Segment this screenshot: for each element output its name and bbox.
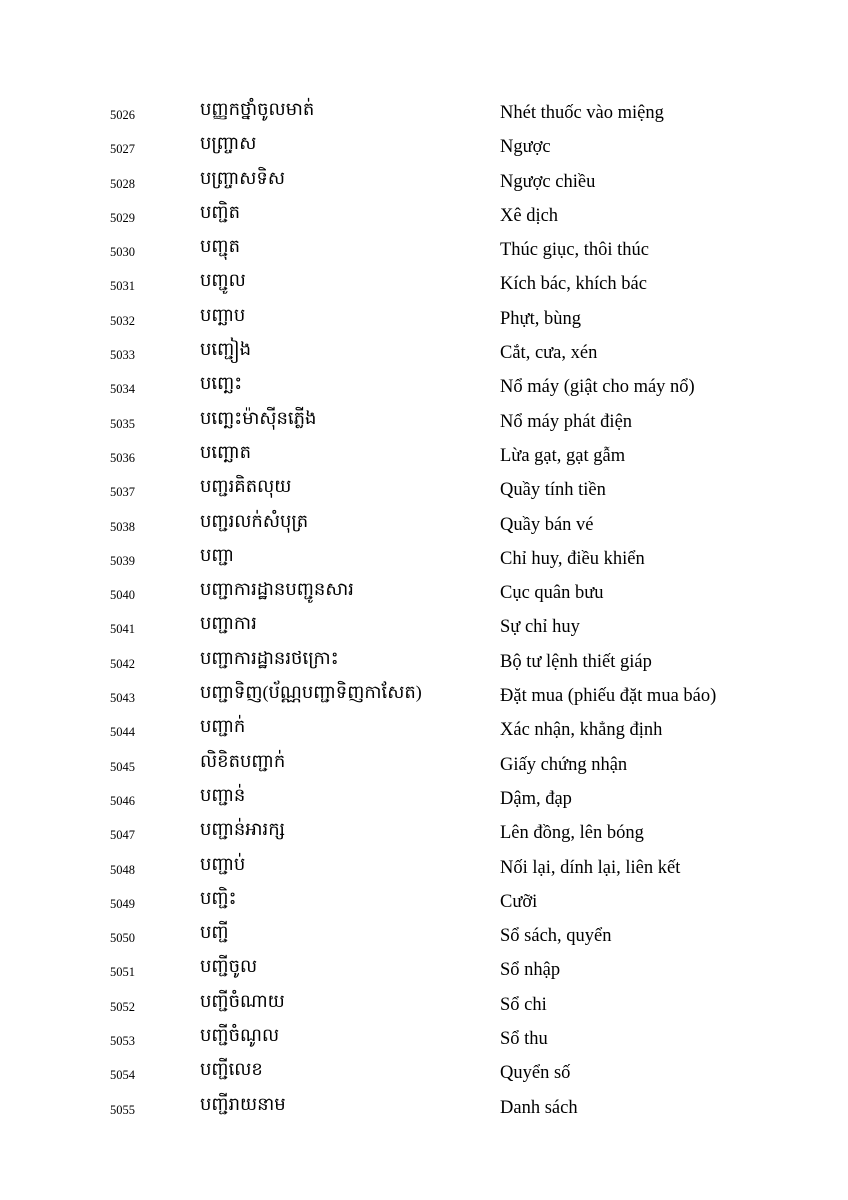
entry-row	[0, 234, 848, 268]
entry-row	[0, 852, 848, 886]
vietnamese-translation: Đặt mua (phiếu đặt mua báo)	[500, 686, 717, 707]
entry-row	[0, 268, 848, 302]
khmer-term: បញ្ជៀង	[200, 339, 252, 360]
khmer-term: បញ្ច្រាសទិស	[200, 167, 285, 188]
entry-row	[0, 783, 848, 817]
vietnamese-translation: Giấy chứng nhận	[500, 754, 628, 775]
entry-number: 5055	[110, 1102, 135, 1117]
vietnamese-translation: Quầy bán vé	[500, 514, 594, 535]
khmer-term: បញ្ជិត	[200, 201, 240, 222]
khmer-term: បញ្ញកថ្នាំចូលមាត់	[200, 99, 315, 119]
entry-number: 5042	[110, 656, 135, 671]
entry-number: 5052	[110, 999, 135, 1014]
vietnamese-translation: Lừa gạt, gạt gẫm	[500, 445, 626, 466]
entry-row	[0, 303, 848, 337]
entry-row	[0, 1023, 848, 1057]
khmer-term: បញ្ឆេះម៉ាស៊ីនភ្លើង	[200, 407, 317, 428]
entry-number: 5031	[110, 279, 135, 294]
vietnamese-translation: Cắt, cưa, xén	[500, 343, 598, 364]
vietnamese-translation: Sự chỉ huy	[500, 617, 580, 638]
entry-number: 5027	[110, 142, 135, 157]
khmer-term: បញ្ជាការដ្ឋានរថក្រោះ	[200, 647, 339, 668]
entry-number: 5033	[110, 348, 135, 363]
khmer-term: បញ្ជីចំណូល	[200, 1025, 280, 1046]
entry-number: 5035	[110, 416, 135, 431]
entry-number: 5036	[110, 450, 135, 465]
khmer-term: បញ្ជីលេខ	[200, 1059, 263, 1080]
entry-list	[0, 97, 848, 1126]
entry-number: 5048	[110, 862, 135, 877]
khmer-term: បញ្ជាន់អារក្ស	[200, 819, 285, 840]
entry-number: 5037	[110, 485, 135, 500]
khmer-term: លិខិតបញ្ជាក់	[200, 750, 286, 771]
vietnamese-translation: Phựt, bùng	[500, 308, 581, 329]
entry-number: 5043	[110, 691, 135, 706]
vietnamese-translation: Dậm, đạp	[500, 788, 572, 809]
entry-row	[0, 1092, 848, 1126]
entry-row	[0, 577, 848, 611]
khmer-term: បញ្ជា	[200, 544, 234, 565]
vietnamese-translation: Nổ máy (giật cho máy nổ)	[500, 377, 695, 398]
vietnamese-translation: Lên đồng, lên bóng	[500, 823, 644, 844]
entry-row	[0, 131, 848, 165]
entry-number: 5040	[110, 588, 135, 603]
entry-row	[0, 166, 848, 200]
entry-row	[0, 680, 848, 714]
entry-row	[0, 749, 848, 783]
entry-number: 5050	[110, 931, 135, 946]
khmer-term: បញ្ជាប់	[200, 853, 246, 874]
entry-number: 5028	[110, 176, 135, 191]
entry-row	[0, 371, 848, 405]
entry-row	[0, 611, 848, 645]
vietnamese-translation: Xê dịch	[500, 205, 559, 226]
khmer-term: បញ្ជរលក់សំបុត្រ	[200, 510, 309, 531]
entry-row	[0, 97, 848, 131]
vietnamese-translation: Chỉ huy, điều khiển	[500, 548, 645, 569]
entry-number: 5034	[110, 382, 135, 397]
entry-number: 5053	[110, 1034, 135, 1049]
entry-number: 5029	[110, 210, 135, 225]
vietnamese-translation: Ngược	[500, 137, 551, 158]
vietnamese-translation: Danh sách	[500, 1097, 578, 1118]
entry-number: 5054	[110, 1068, 135, 1083]
vietnamese-translation: Sổ sách, quyển	[500, 926, 612, 947]
entry-number: 5049	[110, 896, 135, 911]
entry-row	[0, 989, 848, 1023]
vietnamese-translation: Cục quân bưu	[500, 583, 604, 604]
khmer-term: បញ្ឆោត	[200, 441, 252, 462]
vietnamese-translation: Quầy tính tiền	[500, 480, 606, 501]
khmer-term: បញ្ជាទិញ(ប័ណ្ណបញ្ជាទិញកាសែត)	[200, 682, 422, 703]
entry-row	[0, 543, 848, 577]
khmer-term: បញ្ជាន់	[200, 784, 246, 805]
entry-row	[0, 817, 848, 851]
entry-row	[0, 406, 848, 440]
khmer-term: បញ្ឆាប	[200, 304, 246, 325]
vietnamese-translation: Nối lại, dính lại, liên kết	[500, 857, 681, 878]
khmer-term: បញ្ជាការ	[200, 613, 257, 634]
vietnamese-translation: Thúc giục, thôi thúc	[500, 240, 649, 261]
entry-number: 5046	[110, 793, 135, 808]
vietnamese-translation: Ngược chiều	[500, 171, 596, 192]
vietnamese-translation: Bộ tư lệnh thiết giáp	[500, 651, 652, 672]
khmer-term: បញ្ជាការដ្ឋានបញ្ជូនសារ	[200, 579, 354, 600]
entry-number: 5038	[110, 519, 135, 534]
entry-number: 5045	[110, 759, 135, 774]
vietnamese-translation: Nhét thuốc vào miệng	[500, 103, 664, 123]
khmer-term: បញ្ច្រាស	[200, 133, 257, 154]
entry-row	[0, 474, 848, 508]
vietnamese-translation: Quyển số	[500, 1063, 571, 1084]
entry-number: 5047	[110, 828, 135, 843]
entry-number: 5039	[110, 553, 135, 568]
entry-number: 5044	[110, 725, 135, 740]
entry-row	[0, 1057, 848, 1091]
khmer-term: បញ្ជី	[200, 922, 229, 943]
entry-number: 5030	[110, 245, 135, 260]
khmer-term: បញ្ជូល	[200, 270, 246, 291]
vietnamese-translation: Xác nhận, khẳng định	[500, 720, 663, 741]
vietnamese-translation: Sổ thu	[500, 1029, 548, 1050]
entry-number: 5032	[110, 313, 135, 328]
vietnamese-translation: Cưỡi	[500, 891, 538, 912]
entry-row	[0, 920, 848, 954]
vietnamese-translation: Kích bác, khích bác	[500, 274, 647, 295]
khmer-term: បញ្ជិះ	[200, 887, 237, 908]
entry-row	[0, 646, 848, 680]
vietnamese-translation: Sổ chi	[500, 994, 547, 1015]
khmer-term: បញ្ជាក់	[200, 716, 246, 737]
vietnamese-translation: Sổ nhập	[500, 960, 561, 981]
entry-row	[0, 714, 848, 748]
entry-number: 5026	[110, 108, 135, 122]
khmer-term: បញ្ឆេះ	[200, 373, 243, 394]
entry-row	[0, 886, 848, 920]
khmer-term: បញ្ជុត	[200, 236, 240, 257]
entry-row	[0, 440, 848, 474]
entry-row	[0, 954, 848, 988]
khmer-term: បញ្ជីរាយនាម	[200, 1093, 286, 1114]
entry-row	[0, 509, 848, 543]
entry-row	[0, 200, 848, 234]
khmer-term: បញ្ជីចំណាយ	[200, 990, 285, 1011]
khmer-term: បញ្ជីចូល	[200, 956, 258, 977]
entry-number: 5041	[110, 622, 135, 637]
entry-row	[0, 337, 848, 371]
khmer-term: បញ្ជរគិតលុយ	[200, 476, 292, 497]
entry-number: 5051	[110, 965, 135, 980]
vietnamese-translation: Nổ máy phát điện	[500, 411, 633, 432]
